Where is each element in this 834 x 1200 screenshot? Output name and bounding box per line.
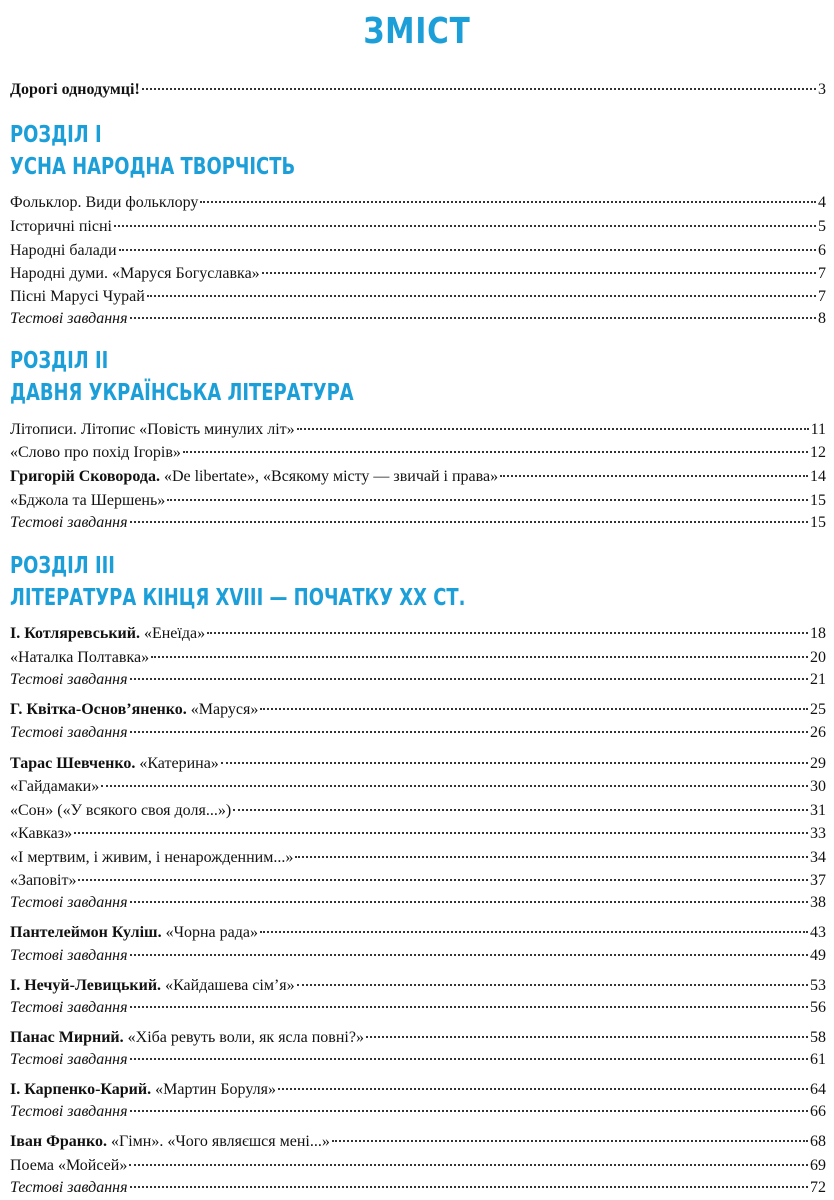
entry-title: Тестові завдання	[10, 514, 128, 531]
toc-entry[interactable]	[10, 801, 826, 821]
page-number: 15	[810, 514, 826, 531]
leader-dots	[151, 656, 808, 658]
leader-dots	[366, 1036, 808, 1038]
page-number: 53	[810, 977, 826, 994]
entry-title: Тестові завдання	[10, 724, 128, 741]
page-number: 29	[810, 755, 826, 772]
toc-entry[interactable]	[10, 1156, 826, 1176]
entry-text	[10, 287, 145, 307]
entry-author: Г. Квітка-Основ’яненко.	[10, 701, 187, 718]
toc-entry[interactable]	[10, 287, 826, 307]
toc-entry[interactable]	[10, 241, 826, 261]
page-number: 66	[810, 1103, 826, 1120]
toc-entry[interactable]	[10, 976, 826, 996]
entry-title: Пісні Марусі Чурай	[10, 288, 145, 305]
leader-dots	[260, 708, 808, 710]
entry-title: «Гайдамаки»	[10, 778, 100, 795]
leader-dots	[295, 856, 808, 858]
toc-entry[interactable]	[10, 893, 826, 913]
page-number: 61	[810, 1051, 826, 1068]
entry-title: «Кайдашева сім’я»	[165, 977, 295, 994]
entry-text	[10, 871, 76, 891]
entry-text	[10, 946, 128, 966]
leader-dots	[130, 521, 808, 523]
toc-entry[interactable]	[10, 777, 826, 797]
toc-entry[interactable]	[10, 998, 826, 1018]
entry-text	[10, 420, 295, 440]
entry-text	[10, 1132, 330, 1152]
entry-text	[10, 513, 128, 533]
entry-title: «Мартин Боруля»	[155, 1081, 276, 1098]
leader-dots	[130, 954, 808, 956]
leader-dots	[200, 201, 816, 203]
entry-title: «Хіба ревуть воли, як ясла повні?»	[127, 1029, 364, 1046]
entry-text	[10, 1050, 128, 1070]
entry-title: Тестові завдання	[10, 947, 128, 964]
entry-title: Тестові завдання	[10, 999, 128, 1016]
entry-title: «Чорна рада»	[165, 924, 258, 941]
page-number: 26	[810, 724, 826, 741]
page-number: 37	[810, 872, 826, 889]
page-number: 38	[810, 894, 826, 911]
entry-title: «Маруся»	[190, 701, 259, 718]
leader-dots	[332, 1140, 808, 1142]
entry-title: Фольклор. Види фольклору	[10, 194, 199, 211]
leader-dots	[114, 225, 816, 227]
entry-title: Тестові завдання	[10, 1103, 128, 1120]
toc-entry[interactable]	[10, 1132, 826, 1152]
entry-title: «Гімн». «Чого являєшся мені...»	[110, 1133, 330, 1150]
entry-text	[10, 443, 181, 463]
leader-dots	[142, 88, 816, 90]
entry-text	[10, 998, 128, 1018]
leader-dots	[119, 249, 816, 251]
entry-title: «І мертвим, і живим, і ненарожденним...»	[10, 849, 294, 866]
page-number: 58	[810, 1029, 826, 1046]
leader-dots	[167, 499, 808, 501]
page-number: 4	[818, 194, 826, 211]
toc-entry-intro[interactable]	[10, 80, 826, 100]
leader-dots	[130, 1110, 808, 1112]
entry-title: Народні балади	[10, 242, 117, 259]
page-number: 64	[810, 1081, 826, 1098]
entry-text	[10, 777, 99, 797]
entry-title: «De libertate», «Всякому місту — звичай і права»	[163, 468, 499, 485]
entry-text	[10, 1028, 364, 1048]
toc-entry[interactable]	[10, 648, 826, 668]
entry-title: Народні думи. «Маруся Богуславка»	[10, 265, 260, 282]
toc-entry[interactable]	[10, 670, 826, 690]
page-number: 33	[810, 825, 826, 842]
page-number: 15	[810, 492, 826, 509]
page-number: 72	[810, 1179, 826, 1196]
entry-author: Іван Франко.	[10, 1133, 107, 1150]
toc-entry[interactable]	[10, 824, 826, 844]
entry-author: Панас Мирний.	[10, 1029, 124, 1046]
entry-text	[10, 670, 128, 690]
toc-entry[interactable]	[10, 491, 826, 511]
page-number: 25	[810, 701, 826, 718]
entry-text	[10, 648, 149, 668]
toc-entry[interactable]	[10, 264, 826, 284]
entry-text	[10, 893, 128, 913]
toc-entry[interactable]	[10, 754, 826, 774]
entry-text	[10, 700, 258, 720]
entry-text	[10, 1156, 127, 1176]
toc-entry[interactable]	[10, 923, 826, 943]
entry-title: «Сон» («У всякого своя доля...»)	[10, 802, 232, 819]
entry-author: І. Нечуй-Левицький.	[10, 977, 162, 994]
toc-entry[interactable]	[10, 513, 826, 533]
toc-entry[interactable]	[10, 467, 826, 487]
entry-text	[10, 723, 128, 743]
toc-entry[interactable]	[10, 871, 826, 891]
leader-dots	[260, 931, 808, 933]
toc-entry[interactable]	[10, 700, 826, 720]
entry-author: І. Котляревський.	[10, 625, 140, 642]
entry-author: І. Карпенко-Карий.	[10, 1081, 152, 1098]
toc-entry[interactable]	[10, 443, 826, 463]
toc-entry[interactable]	[10, 217, 826, 237]
page-number: 12	[810, 444, 826, 461]
leader-dots	[278, 1088, 808, 1090]
page-number: 69	[810, 1157, 826, 1174]
page-number: 14	[810, 468, 826, 485]
entry-title: Літописи. Літопис «Повість минулих літ»	[10, 421, 295, 438]
toc-entry[interactable]	[10, 1028, 826, 1048]
entry-text	[10, 217, 112, 237]
entry-text	[10, 801, 231, 821]
leader-dots	[130, 1186, 808, 1188]
entry-text	[10, 976, 295, 996]
entry-text	[10, 848, 293, 868]
entry-text	[10, 923, 258, 943]
entry-text	[10, 309, 128, 329]
page-number: 68	[810, 1133, 826, 1150]
leader-dots	[129, 1164, 808, 1166]
toc-entry[interactable]	[10, 624, 826, 644]
section-label: РОЗДІЛ III	[10, 553, 115, 579]
entry-text	[10, 193, 198, 213]
leader-dots	[221, 762, 808, 764]
toc-entry[interactable]	[10, 1080, 826, 1100]
page-number: 31	[810, 802, 826, 819]
page-number: 20	[810, 649, 826, 666]
entry-author: Тарас Шевченко.	[10, 755, 136, 772]
entry-title: Тестові завдання	[10, 310, 128, 327]
leader-dots	[130, 1058, 808, 1060]
leader-dots	[130, 731, 808, 733]
page-number: 21	[810, 671, 826, 688]
page-number: 18	[810, 625, 826, 642]
entry-title: Тестові завдання	[10, 1179, 128, 1196]
leader-dots	[297, 984, 808, 986]
page-number: 56	[810, 999, 826, 1016]
entry-title: «Кавказ»	[10, 825, 73, 842]
section-label: РОЗДІЛ I	[10, 122, 102, 148]
entry-text	[10, 1102, 128, 1122]
entry-text	[10, 241, 117, 261]
page-number: 34	[810, 849, 826, 866]
entry-title: Тестові завдання	[10, 894, 128, 911]
entry-text	[10, 264, 260, 284]
entry-text	[10, 624, 205, 644]
toc-entry[interactable]	[10, 193, 826, 213]
section-title: ДАВНЯ УКРАЇНСЬКА ЛІТЕРАТУРА	[10, 380, 354, 406]
leader-dots	[500, 475, 808, 477]
leader-dots	[233, 809, 808, 811]
section-title: ЛІТЕРАТУРА КІНЦЯ XVIII — ПОЧАТКУ XX СТ.	[10, 585, 466, 611]
page-number: 11	[810, 421, 826, 438]
leader-dots	[183, 451, 808, 453]
entry-title: Поема «Мойсей»	[10, 1157, 128, 1174]
toc-entry[interactable]	[10, 309, 826, 329]
entry-author: Григорій Сковорода.	[10, 468, 160, 485]
entry-text	[10, 1080, 276, 1100]
entry-title: «Наталка Полтавка»	[10, 649, 150, 666]
leader-dots	[130, 901, 808, 903]
entry-text	[10, 1178, 128, 1198]
page-number: 7	[818, 288, 826, 305]
leader-dots	[297, 428, 809, 430]
leader-dots	[130, 678, 808, 680]
entry-title: Тестові завдання	[10, 671, 128, 688]
page-number: 8	[818, 310, 826, 327]
leader-dots	[130, 1006, 808, 1008]
page-title: ЗМІСТ	[363, 11, 471, 52]
entry-text	[10, 491, 165, 511]
entry-title: «Енеїда»	[143, 625, 206, 642]
leader-dots	[147, 295, 816, 297]
page-number: 6	[818, 242, 826, 259]
toc-entry[interactable]	[10, 1050, 826, 1070]
toc-entry[interactable]	[10, 1178, 826, 1198]
toc-entry[interactable]	[10, 1102, 826, 1122]
page-number: 7	[818, 265, 826, 282]
leader-dots	[130, 317, 816, 319]
entry-title: Історичні пісні	[10, 218, 112, 235]
toc-entry[interactable]	[10, 723, 826, 743]
entry-title: «Заповіт»	[10, 872, 77, 889]
page-number: 43	[810, 924, 826, 941]
leader-dots	[101, 785, 808, 787]
leader-dots	[207, 632, 808, 634]
leader-dots	[74, 832, 808, 834]
page-number: 5	[818, 218, 826, 235]
toc-entry[interactable]	[10, 946, 826, 966]
page-number: 3	[818, 81, 826, 98]
entry-text	[10, 754, 219, 774]
entry-title: «Слово про похід Ігорів»	[10, 444, 181, 461]
page-number: 30	[810, 778, 826, 795]
toc-entry[interactable]	[10, 420, 826, 440]
toc-entry[interactable]	[10, 848, 826, 868]
entry-title: «Катерина»	[139, 755, 219, 772]
section-label: РОЗДІЛ II	[10, 348, 109, 374]
entry-title: «Бджола та Шершень»	[10, 492, 166, 509]
entry-text	[10, 467, 498, 487]
leader-dots	[78, 879, 808, 881]
section-title: УСНА НАРОДНА ТВОРЧІСТЬ	[10, 154, 296, 180]
intro-title: Дорогі однодумці!	[10, 81, 140, 98]
leader-dots	[262, 272, 816, 274]
page-number: 49	[810, 947, 826, 964]
entry-author: Пантелеймон Куліш.	[10, 924, 162, 941]
entry-text	[10, 824, 72, 844]
entry-title: Тестові завдання	[10, 1051, 128, 1068]
